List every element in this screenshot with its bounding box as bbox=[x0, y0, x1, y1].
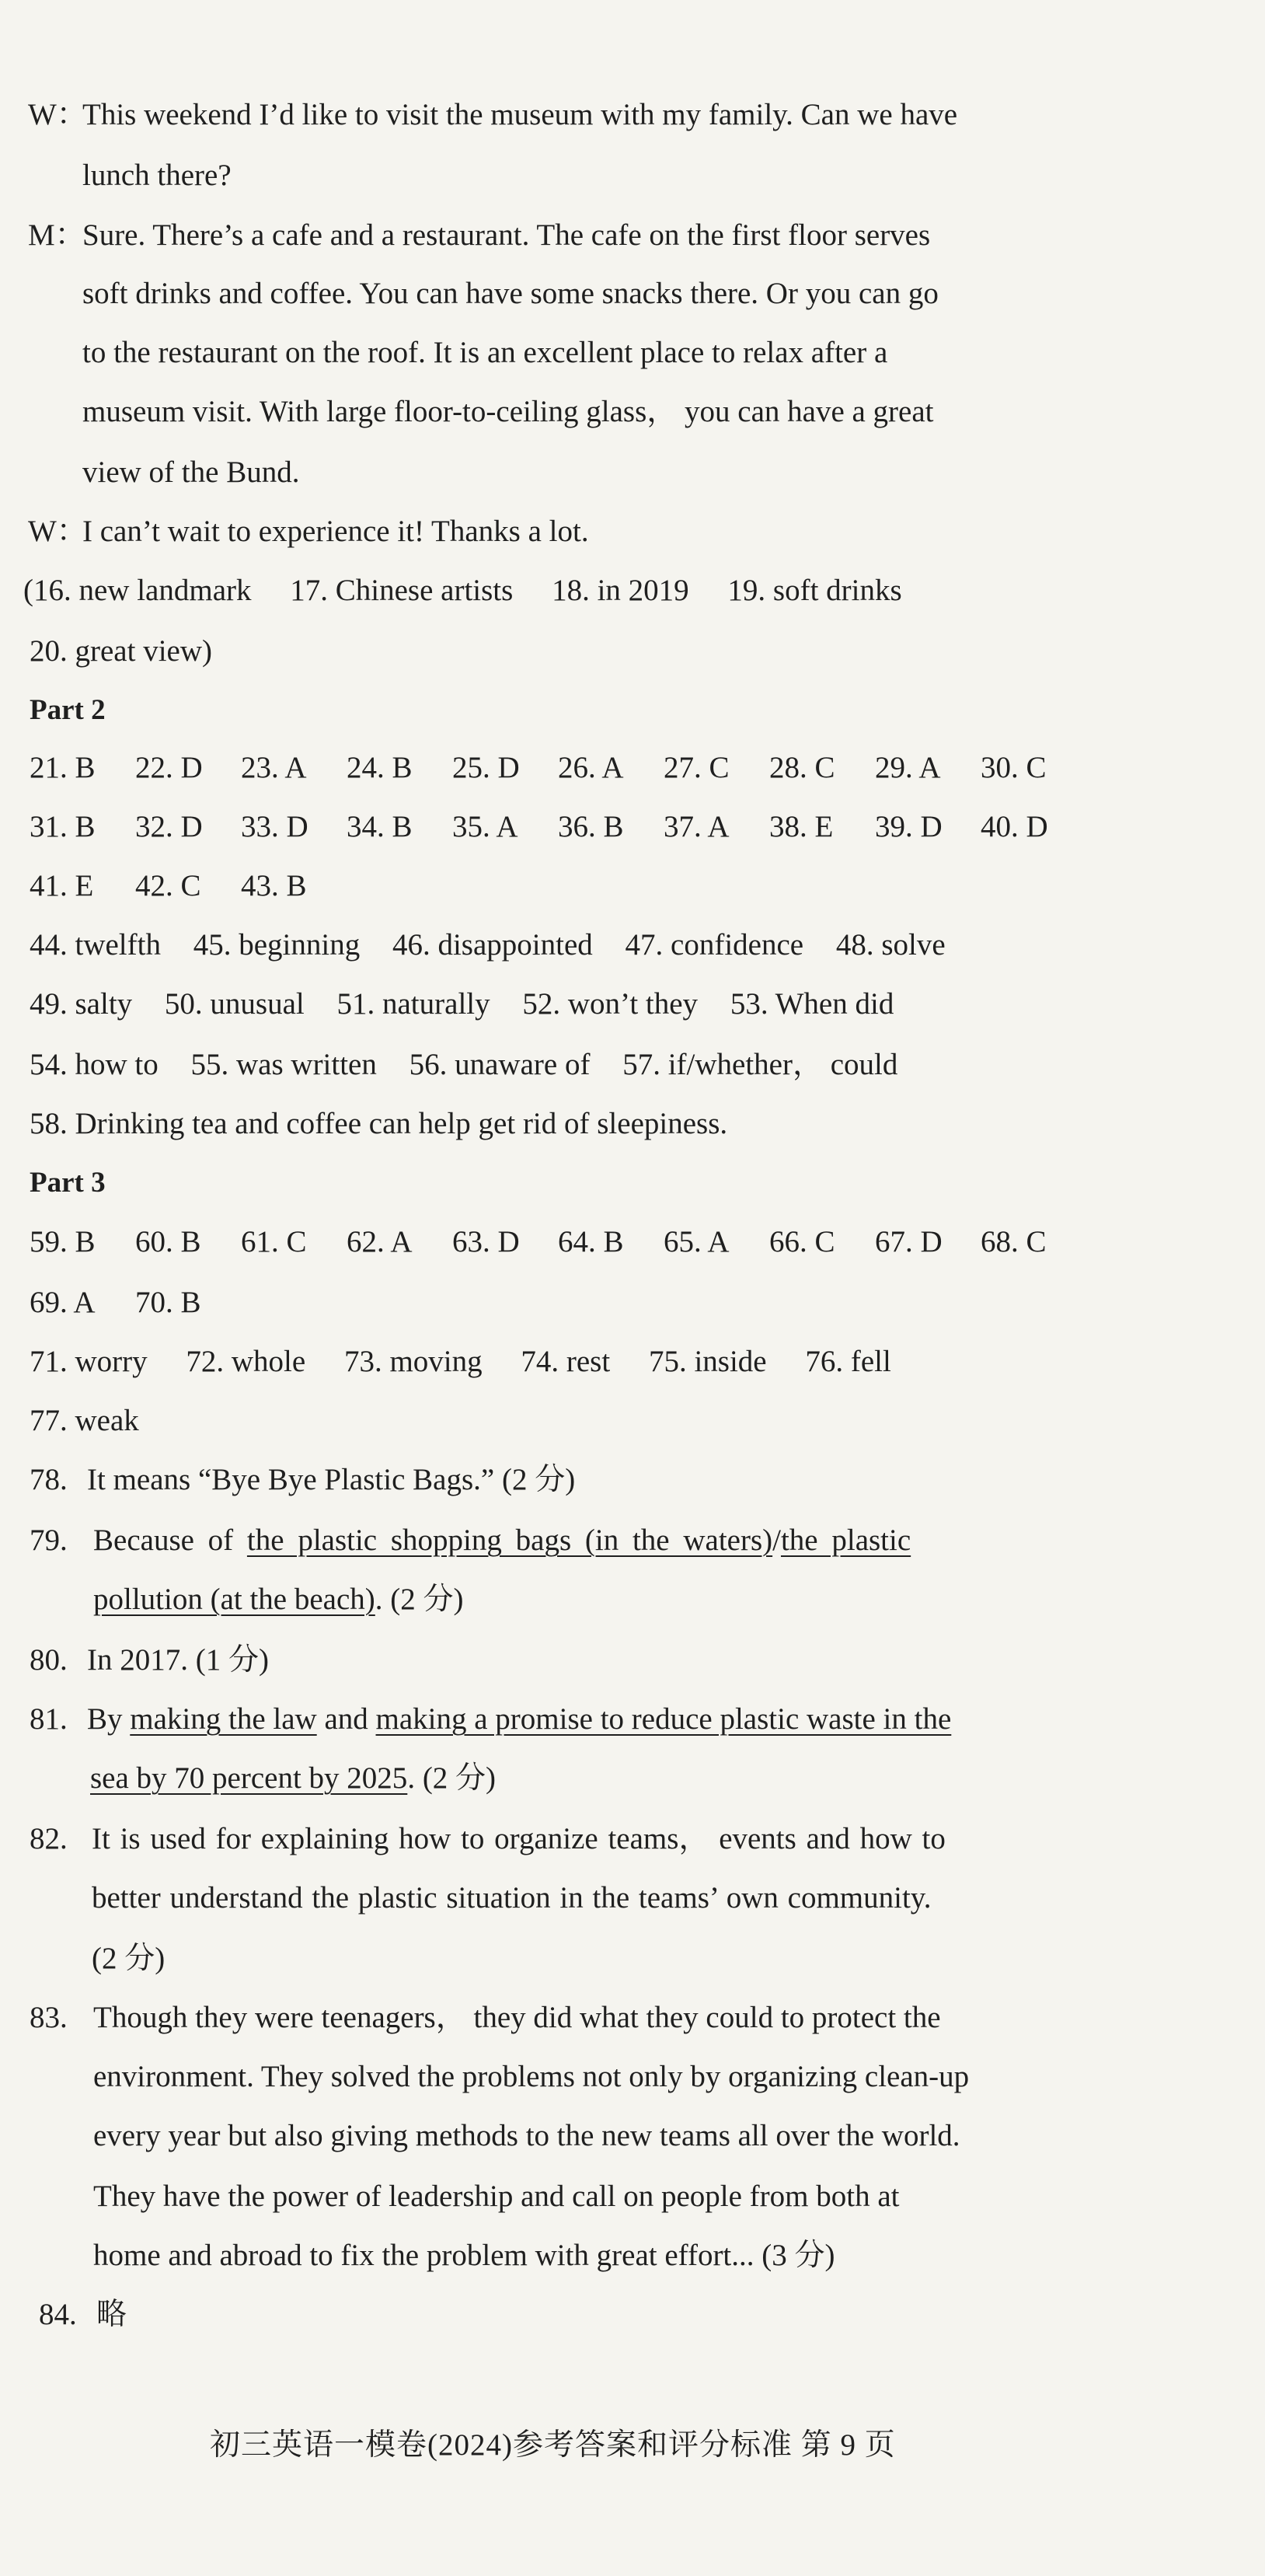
answer-item: 45. beginning bbox=[193, 928, 361, 962]
answer-fragment: . (2 分) bbox=[407, 1761, 497, 1795]
dialogue-line: This weekend I’d like to visit the museum with my family. Can we have bbox=[82, 98, 958, 131]
part-3-heading: Part 3 bbox=[30, 1167, 106, 1199]
answer-item: 42. C bbox=[135, 869, 201, 902]
answer-text bbox=[93, 1525, 911, 1555]
answer-item: 34. B bbox=[347, 810, 413, 843]
answer-item: 32. D bbox=[135, 810, 203, 843]
answer-text: home and abroad to fix the problem with great effort... (3 分) bbox=[93, 2239, 835, 2272]
answer-item: 57. if/whether， could bbox=[622, 1048, 898, 1081]
answer-item: 28. C bbox=[769, 751, 835, 784]
answer-fragment: and bbox=[316, 1702, 376, 1736]
answer-text: every year but also giving methods to the new teams all over the world. bbox=[93, 2119, 960, 2152]
answer-item: 61. C bbox=[241, 1225, 307, 1258]
answer-item: 21. B bbox=[30, 751, 96, 784]
answer-item: 66. C bbox=[769, 1225, 835, 1258]
answer-fragment: By bbox=[87, 1702, 131, 1736]
part2-mc-row bbox=[30, 752, 1047, 783]
answer-item: 53. When did bbox=[730, 987, 894, 1021]
answer-item: 77. weak bbox=[30, 1404, 139, 1437]
answer-item: 46. disappointed bbox=[392, 928, 593, 962]
speaker-label: W： bbox=[28, 515, 87, 548]
part2-mc-row bbox=[30, 871, 307, 901]
dialogue-line: Sure. There’s a cafe and a restaurant. The cafe on the first floor serves bbox=[82, 218, 931, 252]
answer-item: 25. D bbox=[452, 751, 520, 784]
answer-item: 29. A bbox=[875, 751, 941, 784]
dialogue-line: view of the Bund. bbox=[82, 456, 300, 489]
dialogue-line: to the restaurant on the roof. It is an excellent place to relax after a bbox=[82, 336, 888, 369]
speaker-label: M： bbox=[28, 218, 85, 252]
answer-item: 74. rest bbox=[521, 1345, 611, 1378]
part-2-heading: Part 2 bbox=[30, 694, 106, 726]
answer-fragment: . (2 分) bbox=[375, 1583, 464, 1616]
answer-item: 67. D bbox=[875, 1225, 943, 1258]
underlined-answer: making a promise to reduce plastic waste in the bbox=[375, 1702, 952, 1736]
question-number: 79. bbox=[30, 1524, 68, 1557]
answer-text bbox=[93, 1584, 464, 1614]
answer-item: 51. naturally bbox=[336, 987, 490, 1021]
question-number: 78. bbox=[30, 1463, 68, 1496]
answer-item: 23. A bbox=[241, 751, 307, 784]
underlined-answer: the plastic shopping bags (in the waters) bbox=[246, 1524, 773, 1557]
answer-item: 20. great view) bbox=[30, 634, 212, 668]
answer-item: 49. salty bbox=[30, 987, 133, 1021]
answer-sentence: 58. Drinking tea and coffee can help get rid of sleepiness. bbox=[30, 1107, 728, 1140]
answer-item: 18. in 2019 bbox=[552, 574, 689, 607]
answer-text: It is used for explaining how to organize teams， events and how to bbox=[92, 1822, 946, 1855]
part3-words-row bbox=[30, 1346, 891, 1377]
part1-answers-row bbox=[30, 636, 212, 666]
answer-item: 41. E bbox=[30, 869, 94, 902]
answer-text: In 2017. (1 分) bbox=[87, 1643, 269, 1677]
answer-item: 24. B bbox=[347, 751, 413, 784]
answer-item: 35. A bbox=[452, 810, 518, 843]
answer-item: 47. confidence bbox=[625, 928, 804, 962]
answer-item: 73. moving bbox=[343, 1345, 483, 1378]
answer-item: 63. D bbox=[452, 1225, 520, 1258]
answer-item: 70. B bbox=[135, 1286, 201, 1319]
answer-item: 33. D bbox=[241, 810, 308, 843]
question-number: 84. bbox=[39, 2298, 77, 2331]
question-number: 81. bbox=[30, 1702, 68, 1736]
dialogue-line: soft drinks and coffee. You can have some snacks there. Or you can go bbox=[82, 277, 939, 310]
answer-item: 22. D bbox=[135, 751, 203, 784]
answer-item: 59. B bbox=[30, 1225, 96, 1258]
answer-item: 37. A bbox=[664, 810, 730, 843]
part3-words-row bbox=[30, 1405, 139, 1436]
answer-item: 40. D bbox=[981, 810, 1048, 843]
answer-item: 50. unusual bbox=[164, 987, 305, 1021]
dialogue-line: museum visit. With large floor-to-ceiling glass， you can have a great bbox=[82, 395, 934, 428]
answer-text: 略 bbox=[96, 2298, 127, 2331]
answer-item: 27. C bbox=[664, 751, 730, 784]
answer-item: 60. B bbox=[135, 1225, 201, 1258]
answer-item: 72. whole bbox=[186, 1345, 306, 1378]
answer-fragment: Because of bbox=[93, 1524, 247, 1557]
answer-item: 44. twelfth bbox=[30, 928, 161, 962]
answer-item: 69. A bbox=[30, 1286, 96, 1319]
answer-item: 64. B bbox=[558, 1225, 624, 1258]
underlined-answer: sea by 70 percent by 2025 bbox=[90, 1761, 408, 1795]
underlined-answer: the plastic bbox=[780, 1524, 911, 1557]
answer-text bbox=[87, 1704, 951, 1734]
answer-item: 19. soft drinks bbox=[727, 574, 902, 607]
answer-text: Though they were teenagers， they did what they could to protect the bbox=[93, 2001, 941, 2034]
dialogue-line: I can’t wait to experience it! Thanks a lot. bbox=[82, 515, 589, 548]
part3-mc-row bbox=[30, 1227, 1047, 1257]
answer-text bbox=[90, 1763, 496, 1793]
answer-item: 31. B bbox=[30, 810, 96, 843]
answer-text: better understand the plastic situation in the teams’ own community. bbox=[92, 1881, 932, 1915]
answer-item: 68. C bbox=[981, 1225, 1047, 1258]
question-number: 83. bbox=[30, 2001, 68, 2034]
answer-item: 43. B bbox=[241, 869, 307, 902]
answer-text: They have the power of leadership and call on people from both at bbox=[93, 2180, 900, 2213]
answer-item: 26. A bbox=[558, 751, 624, 784]
answer-text: (2 分) bbox=[92, 1942, 166, 1975]
answer-item: 38. E bbox=[769, 810, 834, 843]
part2-words-row bbox=[30, 930, 946, 960]
answer-item: 39. D bbox=[875, 810, 943, 843]
part2-words-row bbox=[30, 989, 894, 1019]
answer-item: 30. C bbox=[981, 751, 1047, 784]
answer-item: 65. A bbox=[664, 1225, 730, 1258]
answer-item: 56. unaware of bbox=[409, 1048, 591, 1081]
answer-item: 71. worry bbox=[30, 1345, 148, 1378]
part3-mc-row bbox=[30, 1287, 201, 1318]
answer-item: 75. inside bbox=[648, 1345, 767, 1378]
dialogue-line: lunch there? bbox=[82, 159, 232, 192]
answer-item: 52. won’t they bbox=[522, 987, 699, 1021]
speaker-label: W： bbox=[28, 98, 87, 131]
part2-mc-row bbox=[30, 812, 1048, 842]
answer-item: 55. was written bbox=[190, 1048, 377, 1081]
answer-item: (16. new landmark bbox=[23, 574, 252, 607]
page-footer: 初三英语一模卷(2024)参考答案和评分标准 第 9 页 bbox=[210, 2428, 896, 2462]
part2-words-row bbox=[30, 1049, 897, 1080]
answer-item: 76. fell bbox=[805, 1345, 891, 1378]
answer-item: 48. solve bbox=[835, 928, 946, 962]
answer-item: 54. how to bbox=[30, 1048, 159, 1081]
answer-fragment: / bbox=[772, 1524, 781, 1557]
answer-item: 17. Chinese artists bbox=[290, 574, 514, 607]
underlined-answer: making the law bbox=[130, 1702, 317, 1736]
answer-item: 36. B bbox=[558, 810, 624, 843]
answer-text: environment. They solved the problems not only by organizing clean-up bbox=[93, 2060, 970, 2093]
answer-item: 62. A bbox=[347, 1225, 413, 1258]
question-number: 80. bbox=[30, 1643, 68, 1677]
underlined-answer: pollution (at the beach) bbox=[93, 1583, 375, 1616]
question-number: 82. bbox=[30, 1822, 68, 1855]
part1-answers-row bbox=[23, 575, 902, 606]
answer-text: It means “Bye Bye Plastic Bags.” (2 分) bbox=[87, 1463, 576, 1496]
